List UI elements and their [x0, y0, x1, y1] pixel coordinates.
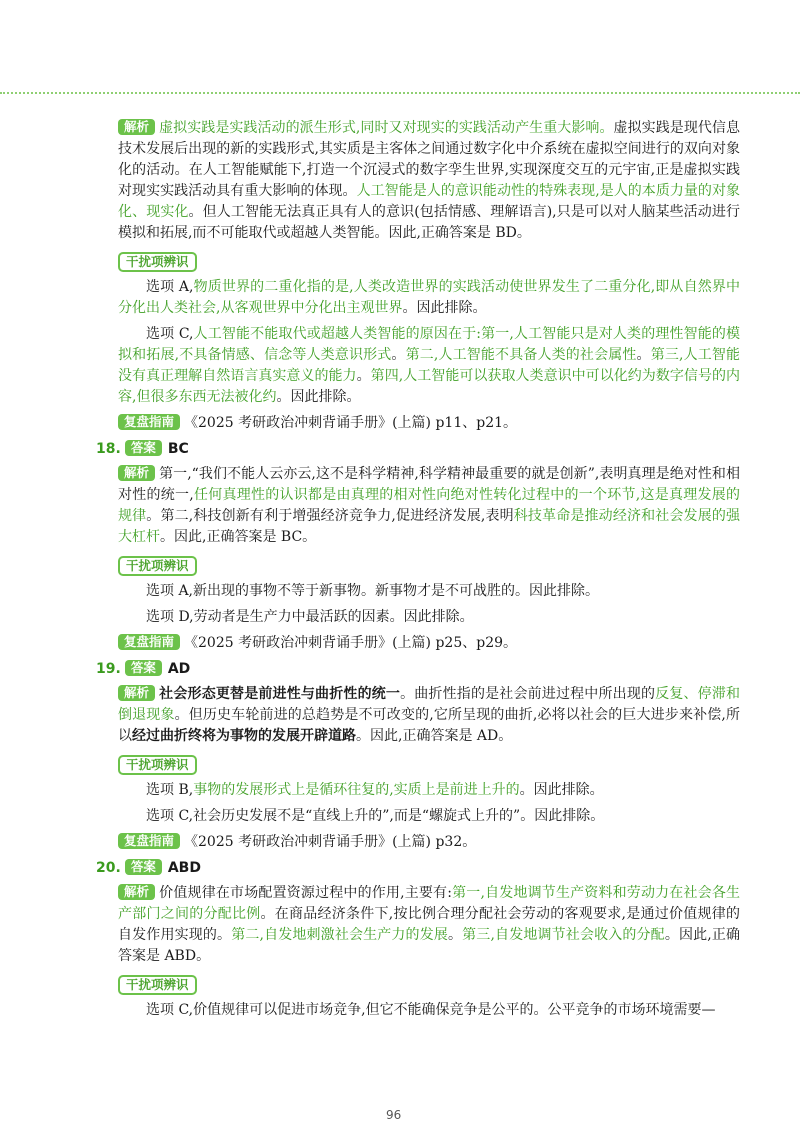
- q17-option-c: 选项 C,人工智能不能取代或超越人类智能的原因在于:第一,人工智能只是对人类的理性智能的模拟和拓展,不具备情感、信念等人类意识形式。第二,人工智能不具备人类的社会属性。第三,人工智能没有真正理解自然语言真实意义的能力。第四,人工智能可以获取人类意识中可以化约为数字信号的内容,但很多东西无法被化约。因此排除。: [118, 326, 741, 405]
- q20-answer-line: 20. 答案 ABD: [96, 859, 201, 876]
- analysis-tag: 解析: [118, 119, 155, 135]
- answer-tag: 答案: [125, 440, 162, 456]
- q19-review: 复盘指南 《2025 考研政治冲刺背诵手册》(上篇) p32。: [118, 832, 740, 853]
- q17-analysis: 解析 虚拟实践是实践活动的派生形式,同时又对现实的实践活动产生重大影响。虚拟实践是现代信息技术发展后出现的新的实践形式,其实质是主客体之间通过数字化中介系统在虚拟空间进行的双向对象化的活动。在人工智能赋能下,打造一个沉浸式的数字孪生世界,实现深度交互的元宇宙,正是虚拟实践对现实实践活动具有重大影响的体现。人工智能是人的意识能动性的特殊表现,是人的本质力量的对象化、现实化。但人工智能无法真正具有人的意识(包括情感、理解语言),只是可以对人脑某些活动进行模拟和拓展,而不可能取代或超越人类智能。因此,正确答案是 BD。: [118, 119, 741, 241]
- distractor-tag: 干扰项辨识: [118, 252, 197, 272]
- q18-answer: BC: [167, 441, 189, 457]
- q20-option-c: 选项 C,价值规律可以促进市场竞争,但它不能确保竞争是公平的。公平竞争的市场环境需要—: [146, 1002, 716, 1018]
- q17-option-a: 选项 A,物质世界的二重化指的是,人类改造世界的实践活动使世界发生了二重分化,即从自然界中分化出人类社会,从客观世界中分化出主观世界。因此排除。: [118, 279, 740, 316]
- analysis-tag: 解析: [118, 685, 155, 701]
- distractor-tag: 干扰项辨识: [118, 975, 197, 995]
- distractor-tag: 干扰项辨识: [118, 556, 197, 576]
- q18-analysis: 解析 第一,“我们不能人云亦云,这不是科学精神,科学精神最重要的就是创新”,表明真理是绝对性和相对性的统一,任何真理性的认识都是由真理的相对性向绝对性转化过程中的一个环节,这是真理发展的规律。第二,科技创新有利于增强经济竞争力,促进经济发展,表明科技革命是推动经济和社会发展的强大杠杆。因此,正确答案是 BC。: [118, 465, 740, 545]
- q17-review: 复盘指南 《2025 考研政治冲刺背诵手册》(上篇) p11、p21。: [118, 413, 740, 434]
- q18-option-d: 选项 D,劳动者是生产力中最活跃的因素。因此排除。: [146, 609, 474, 625]
- answer-explanations: [96, 118, 741, 1026]
- distractor-tag: 干扰项辨识: [118, 755, 197, 775]
- answer-tag: 答案: [125, 660, 162, 676]
- review-tag: 复盘指南: [118, 833, 180, 849]
- q18-answer-line: 18. 答案 BC: [96, 440, 189, 457]
- review-tag: 复盘指南: [118, 414, 180, 430]
- analysis-tag: 解析: [118, 465, 155, 481]
- review-tag: 复盘指南: [118, 634, 180, 650]
- q19-answer-line: 19. 答案 AD: [96, 660, 191, 677]
- q20-analysis: 解析 价值规律在市场配置资源过程中的作用,主要有:第一,自发地调节生产资料和劳动力在社会各生产部门之间的分配比例。在商品经济条件下,按比例合理分配社会劳动的客观要求,是通过价值规律的自发作用实现的。第二,自发地刺激社会生产力的发展。第三,自发地调节社会收入的分配。因此,正确答案是 ABD。: [118, 884, 741, 964]
- q19-analysis: 解析 社会形态更替是前进性与曲折性的统一。曲折性指的是社会前进过程中所出现的反复、停滞和倒退现象。但历史车轮前进的总趋势是不可改变的,它所呈现的曲折,必将以社会的巨大进步来补偿,所以经过曲折终将为事物的发展开辟道路。因此,正确答案是 AD。: [118, 685, 741, 744]
- q19-option-c: 选项 C,社会历史发展不是“直线上升的”,而是“螺旋式上升的”。因此排除。: [146, 808, 605, 824]
- q19-option-b: 选项 B,事物的发展形式上是循环往复的,实质上是前进上升的。因此排除。: [146, 782, 604, 798]
- analysis-tag: 解析: [118, 884, 155, 900]
- q20-answer: ABD: [167, 860, 201, 876]
- page-number: 96: [386, 1108, 402, 1122]
- q18-option-a: 选项 A,新出现的事物不等于新事物。新事物才是不可战胜的。因此排除。: [146, 583, 600, 599]
- q19-answer: AD: [167, 661, 191, 677]
- q18-review: 复盘指南 《2025 考研政治冲刺背诵手册》(上篇) p25、p29。: [118, 633, 740, 654]
- header-dotted-rule: [0, 92, 800, 94]
- answer-tag: 答案: [125, 859, 162, 875]
